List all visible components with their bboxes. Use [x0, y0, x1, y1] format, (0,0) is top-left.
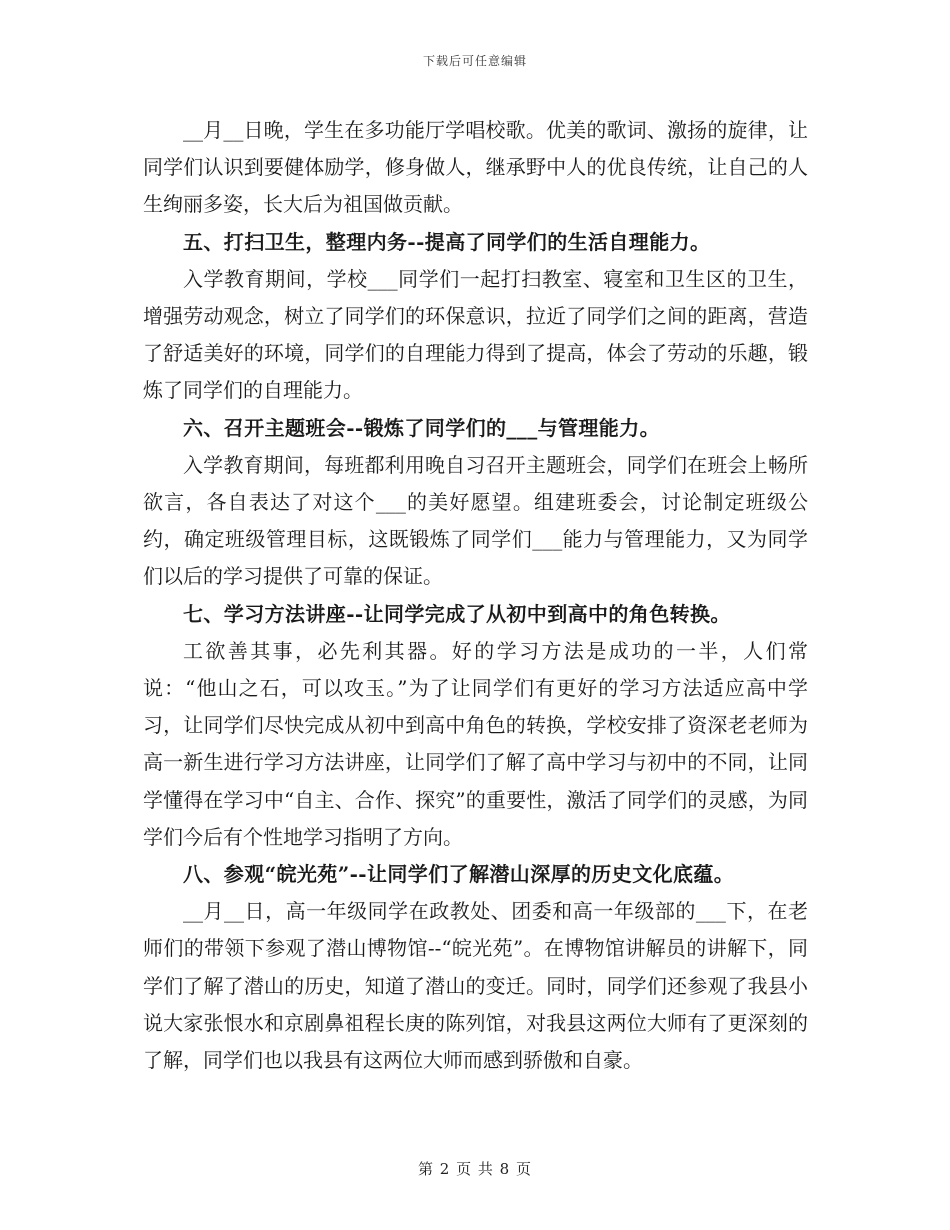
paragraph-museum-visit: __月__日，高一年级同学在政教处、团委和高一年级部的___下，在老师们的带领下参观了潜山博物馆--“皖光苑”。在博物馆讲解员的讲解下，同学们了解了潜山的历史，知道了潜山的变迁。同时，同学们还参观了我县小说大家张恨水和京剧鼻祖程长庚的陈列馆，对我县这两位大师有了更深刻的了解，同学们也以我县有这两位大师而感到骄傲和自豪。	[143, 899, 808, 1073]
section-heading-6: 六、召开主题班会--锻炼了同学们的___与管理能力。	[183, 415, 661, 440]
section-heading-8: 八、参观“皖光苑”--让同学们了解潜山深厚的历史文化底蕴。	[183, 862, 735, 887]
page-number: 第 2 页 共 8 页	[418, 1160, 532, 1178]
paragraph-school-song: __月__日晚，学生在多功能厅学唱校歌。优美的歌词、激扬的旋律，让同学们认识到要健体励学，修身做人，继承野中人的优良传统，让自己的人生绚丽多姿，长大后为祖国做贡献。	[143, 118, 808, 217]
paragraph-class-meeting: 入学教育期间，每班都利用晚自习召开主题班会，同学们在班会上畅所欲言，各自表达了对这个___的美好愿望。组建班委会，讨论制定班级公约，确定班级管理目标，这既锻炼了同学们___能力与管理能力，又为同学们以后的学习提供了可靠的保证。	[143, 452, 808, 589]
paragraph-study-methods: 工欲善其事，必先利其器。好的学习方法是成功的一半，人们常说：“他山之石，可以攻玉。”为了让同学们有更好的学习方法适应高中学习，让同学们尽快完成从初中到高中角色的转换，学校安排了资深老老师为高一新生进行学习方法讲座，让同学们了解了高中学习与初中的不同，让同学懂得在学习中“自主、合作、探究”的重要性，激活了同学们的灵感，为同学们今后有个性地学习指明了方向。	[143, 638, 808, 849]
page-header: 下载后可任意编辑	[422, 54, 527, 68]
document-body	[143, 112, 808, 1079]
section-heading-5: 五、打扫卫生，整理内务--提高了同学们的生活自理能力。	[183, 229, 711, 254]
paragraph-cleaning: 入学教育期间，学校___同学们一起打扫教室、寝室和卫生区的卫生，增强劳动观念，树立了同学们的环保意识，拉近了同学们之间的距离，营造了舒适美好的环境，同学们的自理能力得到了提高，体会了劳动的乐趣，锻炼了同学们的自理能力。	[143, 266, 808, 403]
section-heading-7: 七、学习方法讲座--让同学完成了从初中到高中的角色转换。	[183, 601, 731, 626]
